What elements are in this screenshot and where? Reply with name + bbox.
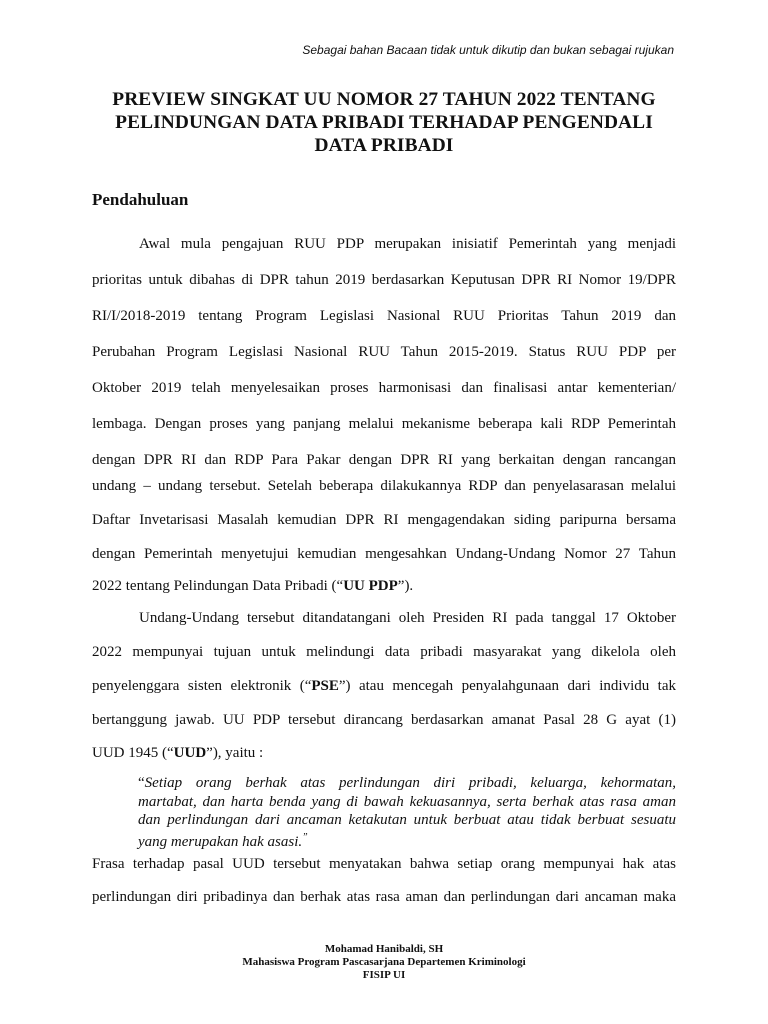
title-line: PREVIEW SINGKAT UU NOMOR 27 TAHUN 2022 TENTANG bbox=[112, 89, 656, 110]
paragraph-line: RI/I/2018-2019 tentang Program Legislasi Nasional RUU Prioritas Tahun 2019 dan bbox=[92, 308, 676, 324]
text-run: UUD 1945 (“ bbox=[92, 745, 174, 761]
quote-line bbox=[138, 829, 676, 851]
paragraph-line: 2022 mempunyai tujuan untuk melindungi data pribadi masyarakat yang dikelola oleh bbox=[92, 644, 676, 660]
title-line: PELINDUNGAN DATA PRIBADI TERHADAP PENGENDALI bbox=[115, 112, 653, 133]
text-run: yang merupakan hak asasi. bbox=[138, 834, 303, 850]
paragraph-line bbox=[92, 576, 676, 596]
quote-line: dan perlindungan dari ancaman ketakutan untuk berbuat atau tidak berbuat sesuatu bbox=[138, 812, 676, 828]
text-run: ”) atau mencegah penyalahgunaan dari individu tak bbox=[338, 678, 676, 694]
paragraph-line: dengan Pemerintah menyetujui kemudian mengesahkan Undang-Undang Nomor 27 Tahun bbox=[92, 546, 676, 562]
section-heading: Pendahuluan bbox=[92, 190, 189, 209]
paragraph-line: bertanggung jawab. UU PDP tersebut dirancang berdasarkan amanat Pasal 28 G ayat (1) bbox=[92, 712, 676, 728]
defined-term: PSE bbox=[311, 678, 339, 694]
title-line: DATA PRIBADI bbox=[314, 135, 454, 156]
paragraph-line bbox=[92, 676, 676, 696]
author-program: Mahasiswa Program Pascasarjana Departemen Kriminologi bbox=[242, 956, 526, 968]
quote-open-mark: “ bbox=[138, 775, 145, 791]
footer bbox=[92, 943, 676, 982]
paragraph-line: lembaga. Dengan proses yang panjang melalui mekanisme beberapa kali RDP Pemerintah bbox=[92, 416, 676, 432]
text-run: 2022 tentang Pelindungan Data Pribadi (“ bbox=[92, 578, 344, 594]
document-title bbox=[92, 88, 676, 157]
author-institution: FISIP UI bbox=[362, 969, 406, 981]
paragraph-line: perlindungan diri pribadinya dan berhak atas rasa aman dan perlindungan dari ancaman maka bbox=[92, 889, 676, 905]
paragraph-line: prioritas untuk dibahas di DPR tahun 2019 berdasarkan Keputusan DPR RI Nomor 19/DPR bbox=[92, 272, 676, 288]
paragraph-line bbox=[92, 743, 676, 763]
quote-line: martabat, dan harta benda yang di bawah kekuasannya, serta berhak atas rasa aman bbox=[138, 794, 676, 810]
defined-term: UUD bbox=[173, 745, 207, 761]
defined-term: UU PDP bbox=[343, 578, 398, 594]
paragraph-line: Awal mula pengajuan RUU PDP merupakan inisiatif Pemerintah yang menjadi bbox=[139, 236, 676, 252]
text-run: Setiap orang berhak atas perlindungan diri pribadi, keluarga, kehormatan, bbox=[144, 775, 676, 791]
header-note: Sebagai bahan Bacaan tidak untuk dikutip dan bukan sebagai rujukan bbox=[302, 43, 674, 57]
paragraph-line: Perubahan Program Legislasi Nasional RUU Tahun 2015-2019. Status RUU PDP per bbox=[92, 344, 676, 360]
paragraph-line: Frasa terhadap pasal UUD tersebut menyatakan bahwa setiap orang mempunyai hak atas bbox=[92, 856, 676, 872]
paragraph-line: dengan DPR RI dan RDP Para Pakar dengan DPR RI yang berkaitan dengan rancangan bbox=[92, 452, 676, 468]
quote-line bbox=[138, 774, 676, 792]
paragraph-line: Oktober 2019 telah menyelesaikan proses harmonisasi dan finalisasi antar kementerian/ bbox=[92, 380, 676, 396]
text-run: ”), yaitu : bbox=[206, 745, 264, 761]
paragraph-line: Undang-Undang tersebut ditandatangani oleh Presiden RI pada tanggal 17 Oktober bbox=[139, 610, 676, 626]
author-name: Mohamad Hanibaldi, SH bbox=[324, 943, 444, 955]
paragraph-line: Daftar Invetarisasi Masalah kemudian DPR RI mengagendakan siding paripurna bersama bbox=[92, 512, 676, 528]
paragraph-line: undang – undang tersebut. Setelah beberapa dilakukannya RDP dan penyelasarasan melalui bbox=[92, 478, 676, 494]
quote-close-mark: ” bbox=[302, 832, 308, 843]
text-run: penyelenggara sisten elektronik (“ bbox=[92, 678, 312, 694]
text-run: ”). bbox=[397, 578, 414, 594]
